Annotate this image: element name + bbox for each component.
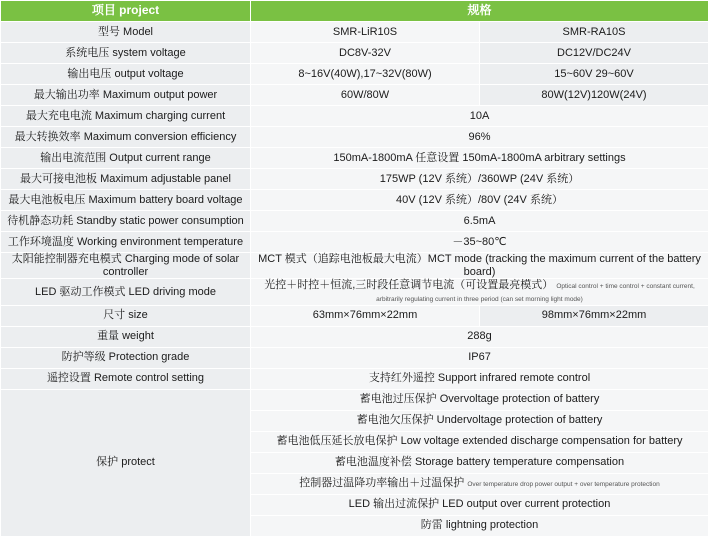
row-value: 支持红外遥控 Support infrared remote control bbox=[251, 368, 708, 389]
protect-item-main: 控制器过温降功率输出＋过温保护 bbox=[299, 477, 464, 489]
table-row bbox=[1, 253, 708, 279]
row-value: 288g bbox=[251, 326, 708, 347]
row-value: DC12V/DC24V bbox=[480, 43, 708, 64]
table-header-row bbox=[1, 1, 708, 22]
row-value: 150mA-1800mA 任意设置 150mA-1800mA arbitrary settings bbox=[251, 148, 708, 169]
row-label: 重量 weight bbox=[1, 326, 251, 347]
table-row bbox=[1, 106, 708, 127]
table-row bbox=[1, 43, 708, 64]
row-value: 80W(12V)120W(24V) bbox=[480, 85, 708, 106]
row-label: 尺寸 size bbox=[1, 305, 251, 326]
row-value: 63mm×76mm×22mm bbox=[251, 305, 480, 326]
row-label: 最大充电电流 Maximum charging current bbox=[1, 106, 251, 127]
row-value-main: 光控＋时控＋恒流,三时段任意调节电流（可设置最亮模式） bbox=[264, 279, 553, 291]
row-label: 最大电池板电压 Maximum battery board voltage bbox=[1, 190, 251, 211]
table-row bbox=[1, 326, 708, 347]
row-value: 15~60V 29~60V bbox=[480, 64, 708, 85]
row-value: 96% bbox=[251, 127, 708, 148]
row-label: 工作环境温度 Working environment temperature bbox=[1, 232, 251, 253]
row-value: 8~16V(40W),17~32V(80W) bbox=[251, 64, 480, 85]
row-label: 待机静态功耗 Standby static power consumption bbox=[1, 211, 251, 232]
row-value: SMR-LiR10S bbox=[251, 22, 480, 43]
row-label: 最大输出功率 Maximum output power bbox=[1, 85, 251, 106]
table-row bbox=[1, 169, 708, 190]
table-row bbox=[1, 279, 708, 305]
row-value: 60W/80W bbox=[251, 85, 480, 106]
row-label: 型号 Model bbox=[1, 22, 251, 43]
table-row bbox=[1, 232, 708, 253]
row-label: 遥控设置 Remote control setting bbox=[1, 368, 251, 389]
protect-item: 蓄电池欠压保护 Undervoltage protection of battery bbox=[251, 410, 708, 431]
table-row bbox=[1, 368, 708, 389]
row-label: 防护等级 Protection grade bbox=[1, 347, 251, 368]
protect-item: 蓄电池温度补偿 Storage battery temperature compensation bbox=[251, 452, 708, 473]
row-label: 太阳能控制器充电模式 Charging mode of solar controller bbox=[1, 253, 251, 279]
protect-item: 防雷 lightning protection bbox=[251, 515, 708, 536]
row-value: MCT 模式（追踪电池板最大电流）MCT mode (tracking the maximum current of the battery board) bbox=[251, 253, 708, 279]
table-row bbox=[1, 347, 708, 368]
table-row bbox=[1, 190, 708, 211]
row-value-sub: Optical control + time control + constant current, arbitrarily regulating current in three period (can set morning light mode) bbox=[376, 283, 695, 303]
row-value: 175WP (12V 系统）/360WP (24V 系统） bbox=[251, 169, 708, 190]
row-label: 最大可接电池板 Maximum adjustable panel bbox=[1, 169, 251, 190]
protect-item-sub: Over temperature drop power output + over temperature protection bbox=[467, 481, 659, 488]
table-row bbox=[1, 64, 708, 85]
protect-label: 保护 protect bbox=[1, 389, 251, 536]
row-value: DC8V-32V bbox=[251, 43, 480, 64]
row-value: 98mm×76mm×22mm bbox=[480, 305, 708, 326]
row-label: 最大转换效率 Maximum conversion efficiency bbox=[1, 127, 251, 148]
protect-row bbox=[1, 389, 708, 410]
row-label: 输出电压 output voltage bbox=[1, 64, 251, 85]
row-value: IP67 bbox=[251, 347, 708, 368]
table-row bbox=[1, 22, 708, 43]
row-label: LED 驱动工作模式 LED driving mode bbox=[1, 279, 251, 305]
row-value: 10A bbox=[251, 106, 708, 127]
row-value: －35~80℃ bbox=[251, 232, 708, 253]
table-row bbox=[1, 85, 708, 106]
row-value: 6.5mA bbox=[251, 211, 708, 232]
table-row bbox=[1, 148, 708, 169]
row-value bbox=[251, 279, 708, 305]
table-row bbox=[1, 211, 708, 232]
protect-item bbox=[251, 473, 708, 494]
row-label: 系统电压 system voltage bbox=[1, 43, 251, 64]
row-value: 40V (12V 系统）/80V (24V 系统） bbox=[251, 190, 708, 211]
header-cell-spec: 规格 bbox=[251, 1, 708, 22]
protect-item: 蓄电池过压保护 Overvoltage protection of battery bbox=[251, 389, 708, 410]
row-value: SMR-RA10S bbox=[480, 22, 708, 43]
table-row bbox=[1, 305, 708, 326]
row-label: 输出电流范围 Output current range bbox=[1, 148, 251, 169]
protect-item: LED 输出过流保护 LED output over current protection bbox=[251, 494, 708, 515]
table-row bbox=[1, 127, 708, 148]
protect-item: 蓄电池低压延长放电保护 Low voltage extended discharge compensation for battery bbox=[251, 431, 708, 452]
header-cell-project: 项目 project bbox=[1, 1, 251, 22]
